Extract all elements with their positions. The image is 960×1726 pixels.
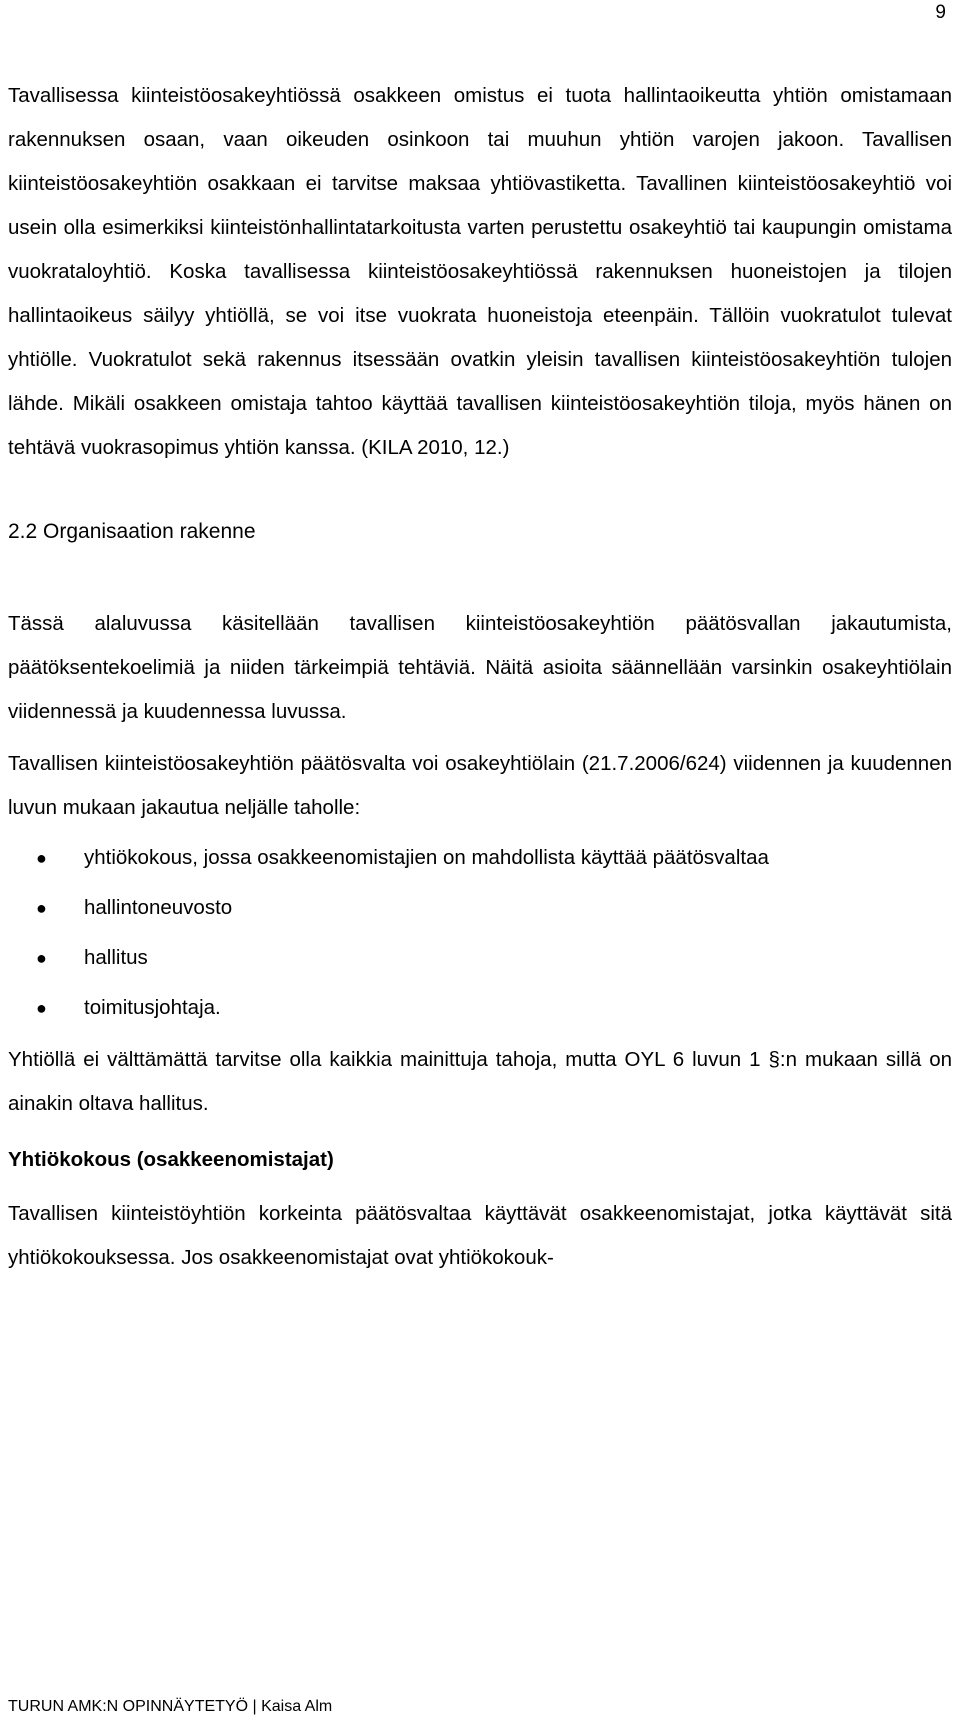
page-footer: TURUN AMK:N OPINNÄYTETYÖ | Kaisa Alm (8, 1698, 333, 1715)
paragraph-intro: Tavallisessa kiinteistöosakeyhtiössä osakkeen omistus ei tuota hallintaoikeutta yhtiön omistamaan rakennuksen osaan, vaan oikeuden osinkoon tai muuhun yhtiön varojen jakoon. Tavallisen kiinteistöosakeyhtiön osakkaan ei tarvitse maksaa yhtiövastiketta. Tavallinen kiinteistöosakeyhtiö voi usein olla esimerkiksi kiinteistönhallintatarkoitusta varten perustettu osakeyhtiö tai kaupungin omistama vuokrataloyhtiö. Koska tavallisessa kiinteistöosakeyhtiössä rakennuksen huoneistojen ja tilojen hallintaoikeus säilyy yhtiöllä, se voi itse vuokrata huoneistoja eteenpäin. Tällöin vuokratulot tulevat yhtiölle. Vuokratulot sekä rakennus itsessään ovatkin yleisin tavallisen kiinteistöosakeyhtiön tulojen lähde. Mikäli osakkeen omistaja tahtoo käyttää tavallisen kiinteistöosakeyhtiön tiloja, myös hänen on tehtävä vuokrasopimus yhtiön kanssa. (KILA 2010, 12.) (8, 84, 952, 459)
decision-bodies-list (8, 836, 952, 1030)
list-item (8, 886, 952, 930)
paragraph-requirements: Yhtiöllä ei välttämättä tarvitse olla kaikkia mainittuja tahoja, mutta OYL 6 luvun 1 §:n mukaan sillä on ainakin oltava hallitus. (8, 1048, 952, 1115)
bullet-icon: ● (36, 948, 47, 968)
list-item-text: hallitus (84, 946, 148, 969)
subheading-general-meeting: Yhtiökokous (osakkeenomistajat) (8, 1148, 334, 1171)
list-item-text: yhtiökokous, jossa osakkeenomistajien on mahdollista käyttää päätösvaltaa (84, 846, 769, 869)
paragraph-section-intro: Tässä alaluvussa käsitellään tavallisen kiinteistöosakeyhtiön päätösvallan jakautumista, päätöksentekoelimiä ja niiden tärkeimpiä tehtäviä. Näitä asioita säännellään varsinkin osakeyhtiölain viidennessä ja kuudennessa luvussa. (8, 612, 952, 723)
list-item (8, 986, 952, 1030)
section-heading: 2.2 Organisaation rakenne (8, 520, 256, 543)
list-item-text: hallintoneuvosto (84, 896, 233, 919)
bullet-icon: ● (36, 898, 47, 918)
bullet-icon: ● (36, 998, 47, 1018)
document-body (8, 74, 952, 1280)
list-item-text: toimitusjohtaja. (84, 996, 221, 1019)
paragraph-shareholders: Tavallisen kiinteistöyhtiön korkeinta päätösvaltaa käyttävät osakkeenomistajat, jotka käyttävät sitä yhtiökokouksessa. Jos osakkeenomistajat ovat yhtiökokouk- (8, 1202, 952, 1269)
page-number: 9 (935, 2, 946, 23)
paragraph-decision-power: Tavallisen kiinteistöosakeyhtiön päätösvalta voi osakeyhtiölain (21.7.2006/624) viidennen ja kuudennen luvun mukaan jakautua neljälle taholle: (8, 752, 952, 819)
bullet-icon: ● (36, 848, 47, 868)
list-item (8, 836, 952, 880)
list-item (8, 936, 952, 980)
